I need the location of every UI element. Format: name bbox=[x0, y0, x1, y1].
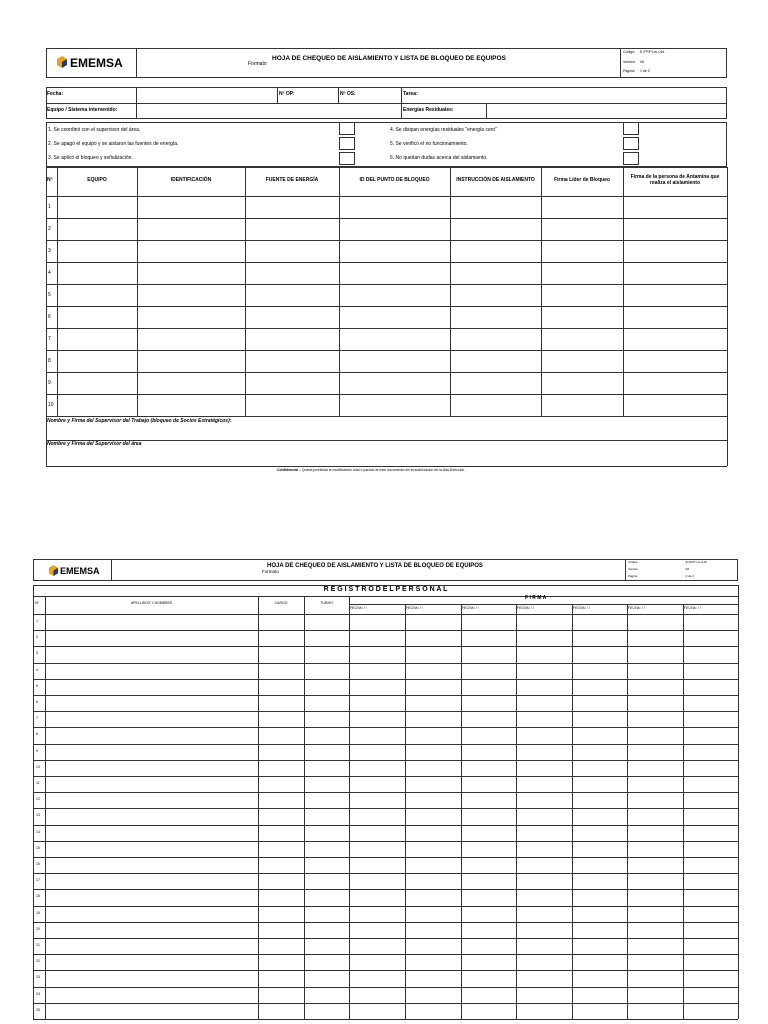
table-rule bbox=[33, 695, 738, 696]
row-number: 5 bbox=[36, 683, 38, 688]
version-label-2: Versión bbox=[628, 567, 639, 571]
supervisor-area-label: Nombre y Firma del Supervisor del área bbox=[47, 441, 142, 447]
table-rule bbox=[33, 630, 738, 631]
table-rule bbox=[516, 604, 517, 1019]
checkbox-1[interactable] bbox=[339, 122, 355, 135]
row-number: 3 bbox=[48, 248, 51, 254]
table-rule bbox=[245, 167, 246, 416]
codigo-value-2: : E-FP/FY-er-016 bbox=[684, 560, 707, 564]
table-rule bbox=[461, 604, 462, 1019]
fecha-label: FECHA: / / bbox=[573, 606, 590, 610]
version-label: Versión: bbox=[623, 60, 636, 64]
registro-title: R E G I S T R O D E L P E R S O N A L bbox=[323, 586, 448, 593]
row-number: 2 bbox=[48, 226, 51, 232]
table-rule bbox=[46, 306, 727, 307]
col-header-fuente: FUENTE DE ENERGÍA bbox=[265, 177, 319, 183]
firma-title: F I R M A bbox=[525, 595, 547, 601]
logo-icon bbox=[48, 565, 59, 576]
table-rule bbox=[57, 167, 58, 416]
table-rule bbox=[33, 760, 738, 761]
col-header-firma-lider: Firma Líder de Bloqueo bbox=[554, 177, 610, 183]
table-rule bbox=[33, 922, 738, 923]
table-rule bbox=[46, 372, 727, 373]
row-number: 4 bbox=[36, 667, 38, 672]
table-rule bbox=[46, 284, 727, 285]
row-number: 15 bbox=[36, 845, 40, 850]
table-rule bbox=[33, 857, 738, 858]
table-rule bbox=[46, 328, 727, 329]
fecha-label: Fecha: bbox=[47, 91, 64, 97]
table-rule bbox=[627, 604, 628, 1019]
table-rule bbox=[33, 825, 738, 826]
row-number: 8 bbox=[36, 732, 38, 737]
col-header-cargo: CARGO bbox=[274, 601, 288, 605]
row-number: 7 bbox=[36, 716, 38, 721]
col-header-instruccion: INSTRUCCIÓN DE AISLAMIENTO bbox=[456, 177, 535, 183]
table-rule bbox=[46, 196, 727, 197]
row-number: 9 bbox=[48, 380, 51, 386]
row-number: 10 bbox=[36, 764, 40, 769]
check-item-2: 2. Se apagó el equipo y se aislaron las fuentes de energía. bbox=[48, 141, 179, 147]
pagina-label-2: Página bbox=[628, 574, 638, 578]
table-rule bbox=[46, 262, 727, 263]
row-number: 19 bbox=[36, 910, 40, 915]
table-rule bbox=[727, 416, 728, 466]
fecha-label: FECHA: / / bbox=[684, 606, 701, 610]
col-header-punto-bloqueo: ID DEL PUNTO DE BLOQUEO bbox=[359, 177, 430, 183]
fecha-label: FECHA: / / bbox=[406, 606, 423, 610]
row-number: 2 bbox=[36, 635, 38, 640]
row-number: 14 bbox=[36, 829, 40, 834]
table-rule bbox=[541, 167, 542, 416]
checkbox-5[interactable] bbox=[623, 137, 639, 150]
table-rule bbox=[33, 987, 738, 988]
table-rule bbox=[339, 167, 340, 416]
op-label: Nº OP: bbox=[279, 91, 295, 97]
table-rule bbox=[258, 596, 259, 1019]
version-value: 06 bbox=[640, 60, 644, 64]
col-header-nombres: APELLIDOS Y NOMBRES bbox=[130, 601, 173, 605]
row-number: 25 bbox=[36, 1007, 40, 1012]
table-rule bbox=[33, 663, 738, 664]
format-label-2: Formato bbox=[262, 569, 279, 574]
table-rule bbox=[46, 350, 727, 351]
company-logo-2: EMEMSA bbox=[60, 566, 100, 576]
supervisor-trabajo-label: Nombre y Firma del Supervisor del Trabajo (bloqueo de Socios Estratégicos): bbox=[47, 418, 232, 424]
row-number: 8 bbox=[48, 358, 51, 364]
row-number: 4 bbox=[48, 270, 51, 276]
tarea-label: Tarea: bbox=[403, 91, 418, 97]
table-rule bbox=[33, 711, 738, 712]
row-number: 20 bbox=[36, 926, 40, 931]
table-rule bbox=[349, 604, 350, 1019]
table-rule bbox=[450, 167, 451, 416]
row-number: 5 bbox=[48, 292, 51, 298]
check-item-4: 4. Se disipan energías residuales "energía cero" bbox=[390, 127, 497, 133]
col-header-turno: TURNO bbox=[320, 601, 333, 605]
os-label: Nº OS: bbox=[340, 91, 356, 97]
row-number: 3 bbox=[36, 651, 38, 656]
table-rule bbox=[33, 938, 738, 939]
table-rule bbox=[46, 167, 727, 168]
row-number: 22 bbox=[36, 959, 40, 964]
check-item-1: 1. Se coordinó con el supervisor del área. bbox=[48, 127, 141, 133]
row-number: 12 bbox=[36, 797, 40, 802]
energias-label: Energías Residuales: bbox=[403, 107, 454, 113]
row-number: 1 bbox=[36, 619, 38, 623]
confidential-note: Confidencial – Queda prohibida la modificación total o parcial de este documento sin la autorización de la Alta Dirección bbox=[277, 468, 465, 472]
table-rule bbox=[33, 646, 738, 647]
table-rule bbox=[33, 873, 738, 874]
table-rule bbox=[33, 727, 738, 728]
check-item-3: 3. Se aplicó el bloqueo y señalización. bbox=[48, 155, 133, 161]
table-rule bbox=[46, 240, 727, 241]
table-rule bbox=[46, 218, 727, 219]
table-rule bbox=[572, 604, 573, 1019]
row-number: 1 bbox=[48, 204, 51, 210]
table-rule bbox=[623, 167, 624, 416]
table-rule bbox=[33, 906, 738, 907]
codigo-label-2: Código bbox=[628, 560, 638, 564]
row-number: 7 bbox=[48, 336, 51, 342]
page-title: HOJA DE CHEQUEO DE AISLAMIENTO Y LISTA DE BLOQUEO DE EQUIPOS bbox=[272, 55, 506, 62]
table-rule bbox=[33, 776, 738, 777]
row-number: 18 bbox=[36, 894, 40, 899]
table-rule bbox=[33, 841, 738, 842]
table-rule bbox=[727, 167, 728, 416]
row-number: 10 bbox=[48, 402, 54, 408]
codigo-label: Código: bbox=[623, 50, 636, 54]
table-rule bbox=[33, 596, 738, 597]
codigo-value: E-FP/FY-er-016 bbox=[640, 50, 665, 54]
row-number: 13 bbox=[36, 813, 40, 818]
pagina-value: 1 de 2 bbox=[640, 69, 650, 73]
row-number: 6 bbox=[36, 700, 38, 704]
col-header-num-2: Nº bbox=[35, 601, 39, 605]
row-number: 24 bbox=[36, 991, 40, 996]
row-number: 21 bbox=[36, 943, 40, 947]
table-rule bbox=[33, 792, 738, 793]
table-rule bbox=[33, 679, 738, 680]
fecha-label: FECHA: / / bbox=[517, 606, 534, 610]
col-header-equipo: EQUIPO bbox=[87, 177, 107, 183]
logo-icon bbox=[56, 56, 68, 68]
table-rule bbox=[46, 466, 727, 467]
row-number: 11 bbox=[36, 781, 40, 785]
table-rule bbox=[304, 596, 305, 1019]
row-number: 16 bbox=[36, 862, 40, 866]
row-number: 23 bbox=[36, 975, 40, 980]
version-value-2: : 06 bbox=[684, 567, 690, 571]
company-logo: EMEMSA bbox=[70, 56, 123, 70]
checkbox-4[interactable] bbox=[623, 122, 639, 135]
col-header-firma-antamina: Firma de la persona de Antamina que realiza el aislamiento bbox=[630, 174, 720, 186]
table-rule bbox=[33, 889, 738, 890]
pagina-label: Página: bbox=[623, 69, 635, 73]
table-rule bbox=[33, 1019, 738, 1020]
format-label: Formato bbox=[248, 61, 267, 67]
table-rule bbox=[46, 440, 727, 441]
checkbox-2[interactable] bbox=[339, 137, 355, 150]
table-rule bbox=[33, 744, 738, 745]
fecha-label: FECHA: / / bbox=[628, 606, 645, 610]
table-rule bbox=[46, 416, 727, 417]
table-rule bbox=[46, 167, 47, 416]
checkbox-3[interactable] bbox=[339, 152, 355, 165]
table-rule bbox=[33, 1003, 738, 1004]
row-number: 9 bbox=[36, 748, 38, 753]
table-rule bbox=[349, 596, 350, 604]
table-rule bbox=[349, 604, 738, 605]
table-rule bbox=[738, 585, 739, 1019]
table-rule bbox=[405, 604, 406, 1019]
table-rule bbox=[137, 167, 138, 416]
pagina-value-2: : 2 de 2 bbox=[684, 574, 695, 578]
page-title-2: HOJA DE CHEQUEO DE AISLAMIENTO Y LISTA DE BLOQUEO DE EQUIPOS bbox=[267, 563, 483, 569]
equipo-label: Equipo / Sistema intervenido: bbox=[47, 107, 118, 113]
row-number: 6 bbox=[48, 314, 51, 320]
fecha-label: FECHA: / / bbox=[462, 606, 479, 610]
table-rule bbox=[33, 970, 738, 971]
table-rule bbox=[33, 585, 34, 1019]
fecha-label: FECHA: / / bbox=[350, 606, 367, 610]
table-rule bbox=[45, 596, 46, 1019]
check-item-5: 5. Se verificó el no funcionamiento. bbox=[390, 141, 468, 147]
table-rule bbox=[33, 954, 738, 955]
check-item-6: 6. No quedan dudas acerca del aislamiento. bbox=[390, 155, 488, 161]
checkbox-6[interactable] bbox=[623, 152, 639, 165]
row-number: 17 bbox=[36, 878, 40, 883]
table-rule bbox=[33, 808, 738, 809]
col-header-identificacion: IDENTIFICACIÓN bbox=[170, 177, 212, 183]
col-header-num: Nº bbox=[47, 177, 53, 183]
table-rule bbox=[46, 394, 727, 395]
table-rule bbox=[33, 614, 738, 615]
table-rule bbox=[683, 604, 684, 1019]
